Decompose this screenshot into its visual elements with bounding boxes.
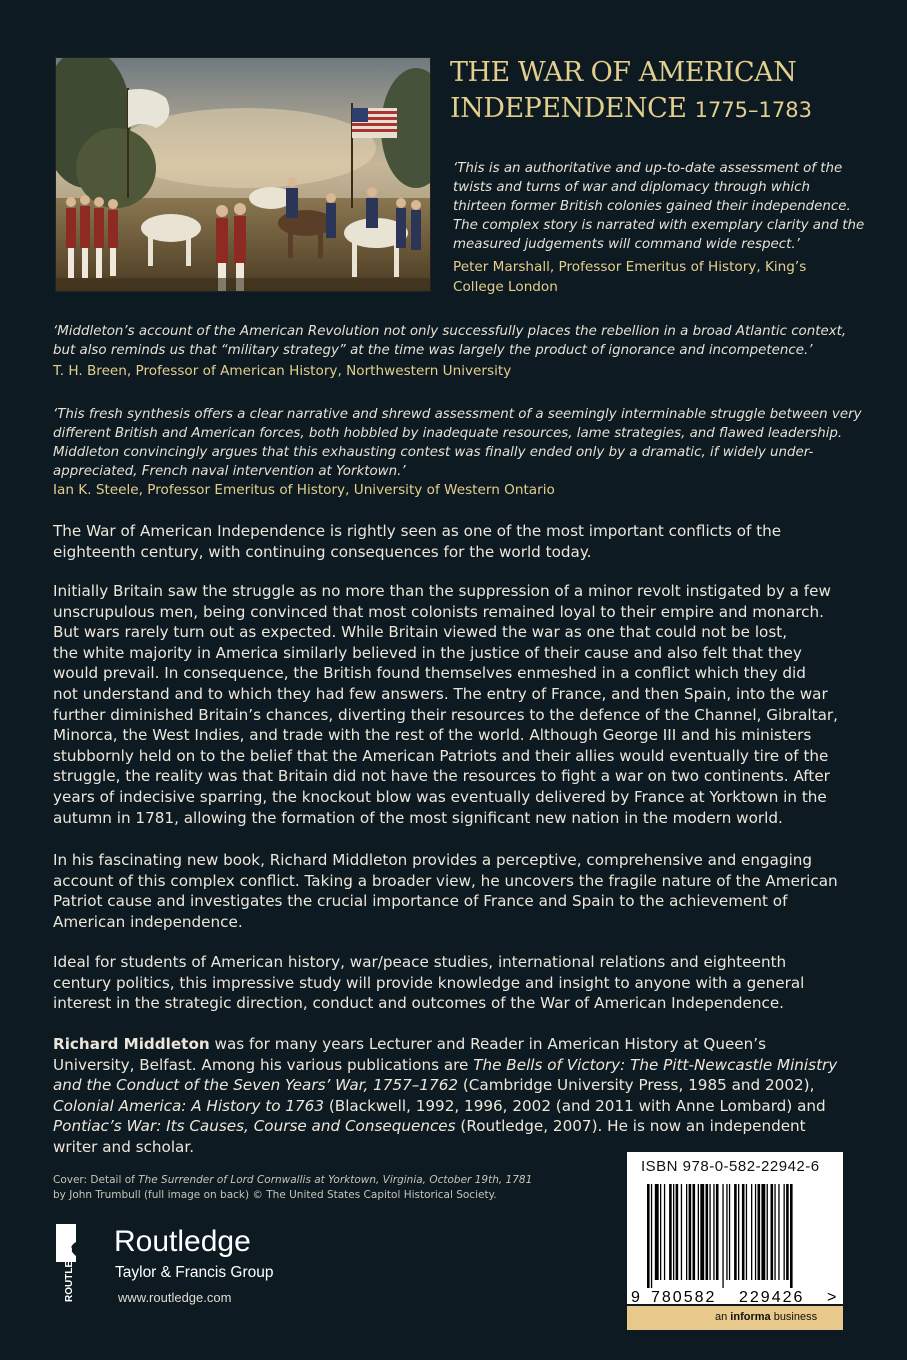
quote-line: different British and American forces, both hobbled by inadequate resources, lame strategies, and flawed leadership. <box>53 426 843 441</box>
publisher-name: Routledge <box>114 1225 251 1258</box>
barcode-bar <box>681 1184 682 1280</box>
description-paragraph-3 <box>53 850 853 932</box>
barcode-bar <box>722 1184 723 1288</box>
paragraph-line: unscrupulous men, being convinced that most colonists remained loyal to their empire and monarch. <box>53 602 824 621</box>
barcode-bar <box>746 1184 747 1280</box>
barcode-digits-left: 780582 <box>651 1289 717 1304</box>
bio-text: (Blackwell, 1992, 1996, 2002 (and 2011 with Anne Lombard) and <box>324 1096 826 1115</box>
barcode-bar <box>790 1184 793 1288</box>
title-line-1: THE WAR OF AMERICAN <box>450 57 797 88</box>
barcode-bar <box>660 1184 661 1280</box>
quote-line: ‘Middleton’s account of the American Revolution not only successfully places the rebellion in a broad Atlantic context, <box>53 324 847 339</box>
paragraph-line: not understand and to which they had few answers. The entry of France, and then Spain, into the war <box>53 684 828 703</box>
paragraph-line: years of indecisive sparring, the knockout blow was eventually delivered by France at Yorktown in the <box>53 787 827 806</box>
attribution-line: Ian K. Steele, Professor Emeritus of History, University of Western Ontario <box>53 482 555 498</box>
attribution-line: T. H. Breen, Professor of American History, Northwestern University <box>53 363 512 379</box>
attribution-line: Peter Marshall, Professor Emeritus of History, King’s <box>453 259 807 275</box>
barcode-bar <box>651 1184 652 1288</box>
barcode-bar <box>664 1184 665 1280</box>
title-line-2 <box>450 91 870 128</box>
review-attribution-3 <box>53 481 873 500</box>
barcode-bar <box>742 1184 745 1280</box>
paragraph-line: eighteenth century, with continuing consequences for the world today. <box>53 542 592 561</box>
title-years: 1775–1783 <box>694 98 812 122</box>
paragraph-line: In his fascinating new book, Richard Middleton provides a perceptive, comprehensive and engaging <box>53 851 813 869</box>
review-quote-1 <box>453 159 873 254</box>
informa-prefix: an <box>715 1311 731 1323</box>
quote-line: ‘This is an authoritative and up-to-date assessment of the <box>453 161 843 176</box>
cover-painting <box>55 57 431 292</box>
bio-text: (Routledge, 2007). He is now an independent writer and scholar. <box>53 1117 806 1156</box>
paragraph-line: Ideal for students of American history, war/peace studies, international relations and eighteenth <box>53 953 787 971</box>
barcode-bar <box>700 1184 704 1280</box>
credit-prefix: Cover: Detail of <box>53 1174 139 1186</box>
routledge-logo-icon <box>52 1222 80 1304</box>
review-quote-2 <box>53 322 873 360</box>
quote-line: thirteen former British colonies gained their independence. <box>453 199 851 214</box>
review-attribution-2 <box>53 362 873 381</box>
quote-line: twists and turns of war and diplomacy through which <box>453 180 810 195</box>
paragraph-line: American independence. <box>53 912 243 931</box>
barcode-bar <box>655 1184 659 1280</box>
credit-suffix: by John Trumbull (full image on back) © The United States Capitol Historical Society. <box>53 1189 497 1201</box>
barcode-digit-end: > <box>827 1289 837 1304</box>
barcode-bar <box>709 1184 710 1280</box>
barcode-bar <box>761 1184 765 1280</box>
barcode-bar <box>716 1184 719 1280</box>
barcode-bar <box>726 1184 727 1280</box>
review-quote-3 <box>53 405 873 481</box>
paragraph-line: the white majority in America similarly believed in the justice of their cause and also felt that they <box>53 643 802 662</box>
barcode-bar <box>729 1184 730 1280</box>
quote-line: measured judgements will command wide respect.’ <box>453 237 800 252</box>
paragraph-line: Minorca, the West Indies, and trade with the rest of the world. Although George III and his ministers <box>53 726 812 745</box>
publisher-block <box>52 1222 332 1312</box>
barcode-bar <box>689 1184 692 1280</box>
quote-line: ‘This fresh synthesis offers a clear narrative and shrewd assessment of a seemingly interminable struggle between very <box>53 407 862 422</box>
paragraph-line: century politics, this impressive study will provide knowledge and insight to anyone with a general <box>53 973 805 992</box>
description-paragraph-1 <box>53 521 853 562</box>
publisher-group: Taylor & Francis Group <box>115 1264 274 1281</box>
attribution-line: College London <box>453 279 558 295</box>
quote-line: appreciated, French naval intervention at Yorktown.’ <box>53 464 406 479</box>
bio-book-title: Colonial America: A History to 1763 <box>53 1096 325 1115</box>
informa-badge <box>627 1306 843 1330</box>
paragraph-line: Initially Britain saw the struggle as no more than the suppression of a minor revolt instigated by a few <box>53 582 831 600</box>
barcode-bar <box>706 1184 709 1280</box>
barcode-bar <box>784 1184 785 1280</box>
paragraph-line: Patriot cause and investigates the crucial importance of France and Spain to the achievement of <box>53 892 788 911</box>
book-title <box>450 55 870 128</box>
barcode-bar <box>771 1184 774 1280</box>
title-line-2-text: INDEPENDENCE <box>450 93 687 124</box>
barcode-digit-first: 9 <box>631 1289 640 1304</box>
paragraph-line: stubbornly held on to the belief that the American Patriots and their allies would eventually tire of the <box>53 746 829 765</box>
paragraph-line: autumn in 1781, allowing the formation of the most significant new nation in the modern world. <box>53 808 783 827</box>
paragraph-line: further diminished Britain’s chances, diverting their resources to the defence of the Channel, Gibraltar, <box>53 705 838 724</box>
cover-credit <box>53 1173 613 1203</box>
barcode-bar <box>758 1184 761 1280</box>
barcode-bar <box>676 1184 679 1280</box>
bio-text: was for many years Lecturer and Reader in American History at Queen’s University, Belfast. Among his various publications are <box>53 1035 767 1074</box>
publisher-url[interactable]: www.routledge.com <box>118 1290 232 1305</box>
barcode-icon <box>627 1180 843 1304</box>
review-attribution-1 <box>453 257 873 297</box>
logo-vertical-text: ROUTLEDGE <box>64 1239 75 1302</box>
quote-line: The complex story is narrated with exemplary clarity and the <box>453 218 865 233</box>
barcode-bar <box>673 1184 674 1280</box>
painting-surrender-cornwallis-icon <box>56 58 431 292</box>
barcode-bar <box>751 1184 752 1280</box>
paragraph-line: The War of American Independence is rightly seen as one of the most important conflicts of the <box>53 522 782 540</box>
barcode-bar <box>786 1184 789 1280</box>
barcode-bar <box>686 1184 687 1280</box>
credit-work-title: The Surrender of Lord Cornwallis at Yorktown, Virginia, October 19th, 1781 <box>138 1174 533 1186</box>
barcode-bar <box>669 1184 672 1280</box>
barcode-digits-right: 229426 <box>739 1289 805 1304</box>
barcode-bar <box>755 1184 756 1280</box>
quote-line: but also reminds us that “military strategy” at the time was largely the product of ignorance and incompetence.’ <box>53 343 813 358</box>
barcode-bar <box>647 1184 650 1288</box>
description-paragraph-2 <box>53 581 853 828</box>
paragraph-line: account of this complex conflict. Taking a broader view, he uncovers the fragile nature of the American <box>53 871 838 890</box>
paragraph-line: But wars rarely turn out as expected. While Britain viewed the war as one that could not be lost, <box>53 623 788 642</box>
isbn-barcode <box>627 1152 843 1304</box>
barcode-bar <box>774 1184 775 1280</box>
barcode-bar <box>734 1184 737 1280</box>
isbn-label: ISBN 978-0-582-22942-6 <box>641 1158 820 1175</box>
barcode-bar <box>778 1184 779 1280</box>
barcode-bar <box>713 1184 714 1280</box>
barcode-bar <box>767 1184 768 1280</box>
quote-line: Middleton convincingly argues that this exhausting contest was finally ended only by a dramatic, if widely under- <box>53 445 814 460</box>
description-paragraph-4 <box>53 952 853 1014</box>
author-name: Richard Middleton <box>53 1035 210 1053</box>
barcode-bar <box>693 1184 696 1280</box>
bio-book-title: Pontiac’s War: Its Causes, Course and Consequences <box>53 1117 456 1136</box>
informa-brand: informa <box>730 1311 771 1323</box>
informa-suffix: business <box>770 1311 818 1323</box>
bio-book-title: The Bells of Victory: The Pitt-Newcastle Ministry and the Conduct of the Seven Years’ War, 1757–1762 <box>53 1055 838 1095</box>
author-bio <box>53 1034 848 1158</box>
bio-text: (Cambridge University Press, 1985 and 2002), <box>458 1076 815 1095</box>
paragraph-line: would prevail. In consequence, the British found themselves enmeshed in a conflict which they did <box>53 664 806 683</box>
barcode-bar <box>738 1184 739 1280</box>
barcode-bar <box>698 1184 699 1280</box>
paragraph-line: struggle, the reality was that Britain did not have the resources to fight a war on two continents. After <box>53 767 830 786</box>
paragraph-line: interest in the strategic direction, conduct and outcomes of the War of American Independence. <box>53 994 784 1013</box>
